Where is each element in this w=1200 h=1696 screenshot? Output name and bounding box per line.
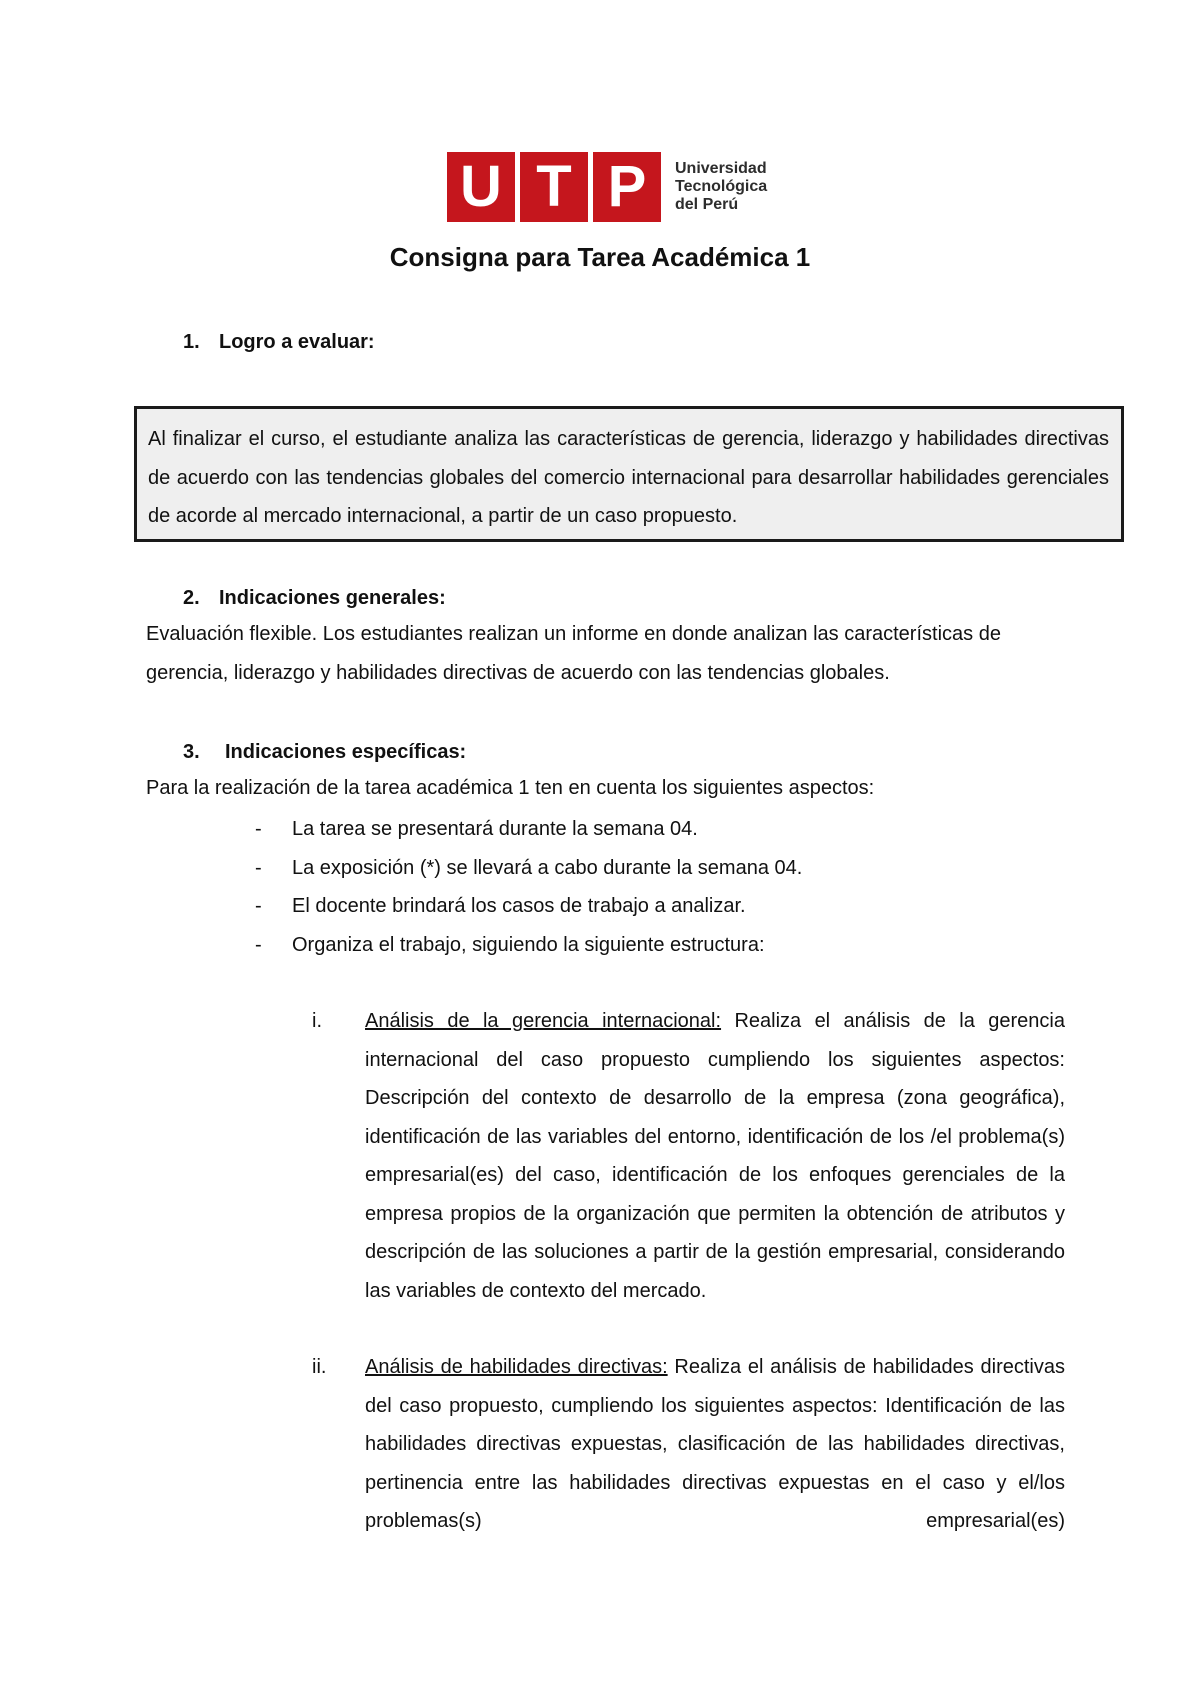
list-item: [255, 849, 1055, 888]
logro-box: Al finalizar el curso, el estudiante analiza las características de gerencia, liderazgo y habilidades directivas de acuerdo con las tendencias globales del comercio internacional para desarrollar habilidades gerenciales de acorde al mercado internacional, a partir de un caso propuesto.: [134, 406, 1124, 542]
section-1-number: 1.: [183, 331, 200, 353]
section-3-number: 3.: [183, 741, 200, 763]
subitem-title: Análisis de la gerencia internacional:: [365, 1010, 722, 1032]
bullet-dash: -: [255, 818, 262, 840]
utp-logo: [447, 152, 767, 222]
list-item-text: La exposición (*) se llevará a cabo durante la semana 04.: [292, 856, 803, 879]
bullet-dash: -: [255, 933, 262, 956]
section-2-heading: Indicaciones generales:: [219, 587, 446, 609]
especificas-intro: Para la realización de la tarea académica 1 ten en cuenta los siguientes aspectos:: [146, 777, 875, 799]
subitem-marker: i.: [312, 1010, 322, 1032]
subitem-title: Análisis de habilidades directivas:: [365, 1356, 668, 1378]
subitem-text: Realiza el análisis de la gerencia internacional del caso propuesto cumpliendo los siguientes aspectos: Descripción del contexto de desarrollo de la empresa (zona geográfica), identificación de las variables del entorno, identificación de los /el problema(s) empresarial(es) del caso, identificación de los enfoques gerenciales de la empresa propios de la organización que permiten la obtención de atributos y descripción de las soluciones a partir de la gestión empresarial, considerando las variables de contexto del mercado.: [365, 1010, 1065, 1302]
section-2-number: 2.: [183, 587, 200, 609]
logo-letter-p: P: [593, 152, 661, 222]
subitem-body: [365, 1348, 1065, 1541]
logo-line-1: Universidad: [675, 160, 767, 177]
logo-wordmark: [675, 160, 767, 214]
logo-line-3: del Perú: [675, 196, 739, 213]
list-item-text: La tarea se presentará durante la semana 04.: [292, 818, 698, 840]
bullet-dash: -: [255, 856, 262, 879]
subitem-body: [365, 1002, 1065, 1310]
document-title: Consigna para Tarea Académica 1: [389, 242, 811, 272]
generales-paragraph: Evaluación flexible. Los estudiantes realizan un informe en donde analizan las características de gerencia, liderazgo y habilidades directivas de acuerdo con las tendencias globales.: [146, 623, 1001, 684]
logo-line-2: Tecnológica: [675, 178, 768, 195]
list-item: [255, 810, 1055, 849]
list-item-text: El docente brindará los casos de trabajo a analizar.: [292, 895, 746, 917]
logo-letter-t: T: [520, 152, 588, 222]
list-item-text: Organiza el trabajo, siguiendo la siguiente estructura:: [292, 933, 765, 956]
subitem-text: Realiza el análisis de habilidades directivas del caso propuesto, cumpliendo los siguientes aspectos: Identificación de las habilidades directivas expuestas, clasificación de las habilidades directivas, pertinencia entre las habilidades directivas expuestas en el caso y el/los problemas(s) empresarial(es): [365, 1356, 1066, 1532]
bullet-dash: -: [255, 895, 262, 917]
logo-letter-u: U: [447, 152, 515, 222]
list-item: [255, 926, 1055, 965]
section-3-heading: Indicaciones específicas:: [225, 741, 467, 763]
aspects-list: [255, 810, 1055, 964]
subitem-marker: ii.: [312, 1356, 327, 1378]
section-1-heading: Logro a evaluar:: [219, 331, 375, 353]
list-item: [255, 887, 1055, 926]
